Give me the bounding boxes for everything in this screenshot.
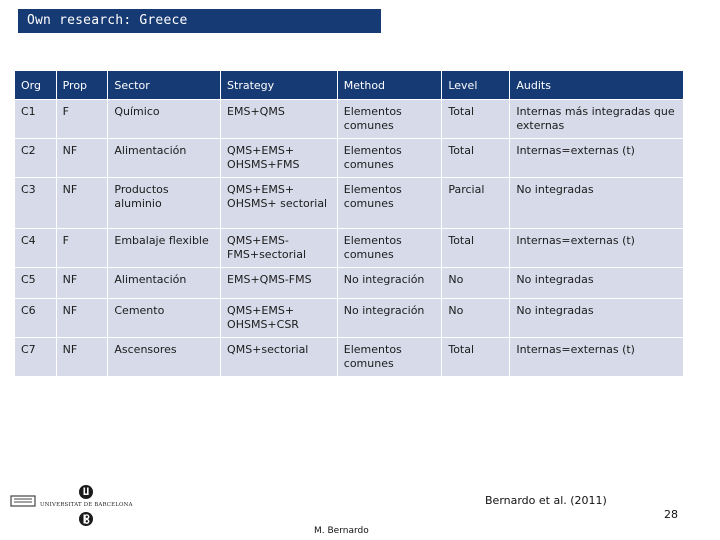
- table-row: [15, 178, 683, 228]
- table-cell: Elementos comunes: [338, 338, 442, 376]
- table-cell: Químico: [108, 100, 220, 138]
- table-cell: No integradas: [510, 299, 683, 337]
- table-cell: Elementos comunes: [338, 178, 442, 228]
- table-cell: No integración: [338, 299, 442, 337]
- table-cell: C5: [15, 268, 56, 298]
- table-row: [15, 229, 683, 267]
- table-cell: Internas=externas (t): [510, 229, 683, 267]
- header-row: [15, 71, 683, 99]
- table-cell: NF: [57, 178, 108, 228]
- table-cell: Elementos comunes: [338, 100, 442, 138]
- column-header: Sector: [108, 71, 220, 99]
- table-cell: QMS+EMS+ OHSMS+FMS: [221, 139, 337, 177]
- column-header: Org: [15, 71, 56, 99]
- table-cell: Ascensores: [108, 338, 220, 376]
- table-cell: No: [442, 268, 509, 298]
- column-header: Prop: [57, 71, 108, 99]
- table-cell: No integración: [338, 268, 442, 298]
- table-cell: C7: [15, 338, 56, 376]
- table-cell: Parcial: [442, 178, 509, 228]
- table-cell: QMS+EMS+ OHSMS+ sectorial: [221, 178, 337, 228]
- table-cell: Total: [442, 100, 509, 138]
- table-cell: No integradas: [510, 178, 683, 228]
- table-cell: Total: [442, 338, 509, 376]
- column-header: Audits: [510, 71, 683, 99]
- table-cell: QMS+EMS+ OHSMS+CSR: [221, 299, 337, 337]
- table-cell: Internas más integradas que externas: [510, 100, 683, 138]
- table-cell: C3: [15, 178, 56, 228]
- table-cell: Alimentación: [108, 139, 220, 177]
- author-name: M. Bernardo: [314, 526, 369, 536]
- table-cell: Elementos comunes: [338, 139, 442, 177]
- table-cell: Embalaje flexible: [108, 229, 220, 267]
- results-table: [14, 70, 684, 377]
- table-cell: C2: [15, 139, 56, 177]
- table-cell: NF: [57, 299, 108, 337]
- table-cell: QMS+EMS-FMS+sectorial: [221, 229, 337, 267]
- table-cell: NF: [57, 268, 108, 298]
- page-number: 28: [664, 508, 678, 521]
- table-body: [15, 100, 683, 376]
- table-cell: Alimentación: [108, 268, 220, 298]
- table-cell: F: [57, 100, 108, 138]
- table-cell: No: [442, 299, 509, 337]
- table-row: [15, 100, 683, 138]
- university-name: UNIVERSITAT DE BARCELONA: [40, 502, 133, 508]
- citation: Bernardo et al. (2011): [485, 494, 607, 507]
- table-cell: Cemento: [108, 299, 220, 337]
- table-row: [15, 268, 683, 298]
- table-row: [15, 299, 683, 337]
- table-cell: EMS+QMS: [221, 100, 337, 138]
- table-cell: NF: [57, 139, 108, 177]
- table-cell: C1: [15, 100, 56, 138]
- table-cell: QMS+sectorial: [221, 338, 337, 376]
- column-header: Level: [442, 71, 509, 99]
- table-cell: C4: [15, 229, 56, 267]
- table-cell: NF: [57, 338, 108, 376]
- table-cell: Elementos comunes: [338, 229, 442, 267]
- table-header: [15, 71, 683, 99]
- table-cell: No integradas: [510, 268, 683, 298]
- table-row: [15, 338, 683, 376]
- table-cell: Internas=externas (t): [510, 139, 683, 177]
- table-cell: Internas=externas (t): [510, 338, 683, 376]
- table-cell: Productos aluminio: [108, 178, 220, 228]
- slide-title: Own research: Greece: [18, 9, 381, 33]
- table-cell: Total: [442, 139, 509, 177]
- table-row: [15, 139, 683, 177]
- column-header: Strategy: [221, 71, 337, 99]
- left-logo: [10, 493, 36, 509]
- column-header: Method: [338, 71, 442, 99]
- table-cell: EMS+QMS-FMS: [221, 268, 337, 298]
- table-cell: F: [57, 229, 108, 267]
- table-cell: C6: [15, 299, 56, 337]
- table-cell: Total: [442, 229, 509, 267]
